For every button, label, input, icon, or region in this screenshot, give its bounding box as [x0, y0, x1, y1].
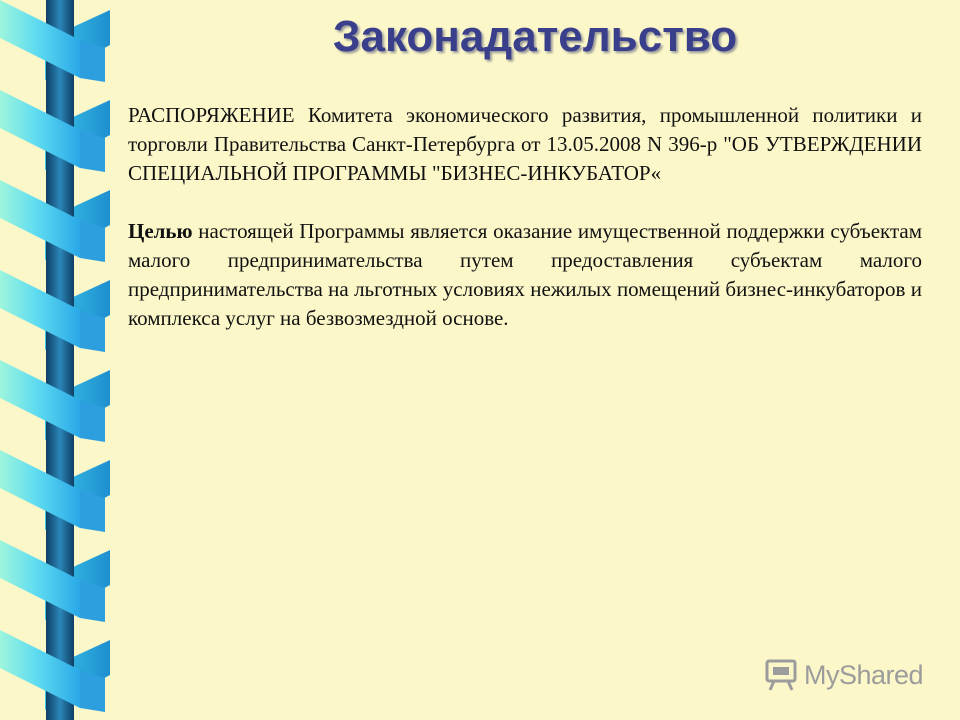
slide-title: Законадательство: [332, 12, 738, 61]
order-paragraph: РАСПОРЯЖЕНИЕ Комитета экономического развития, промышленной политики и торговли Правительства Санкт-Петербурга от 13.05.2008 N 396-р "ОБ УТВЕРЖДЕНИИ СПЕЦИАЛЬНОЙ ПРОГРАММЫ "БИЗНЕС-ИНКУБАТОР«: [128, 103, 922, 185]
decorative-ribbon-border: [0, 0, 110, 720]
slide-body: [128, 101, 922, 333]
projector-icon: [764, 658, 798, 692]
goal-label: Целью: [128, 219, 193, 243]
myshared-watermark: [764, 655, 934, 695]
goal-paragraph: [128, 217, 922, 333]
goal-text: настоящей Программы является оказание имущественной поддержки субъектам малого предпринимательства путем предоставления субъектам малого предпринимательства на льготных условиях нежилых помещений бизнес-инкубаторов и комплекса услуг на безвозмездной основе.: [128, 219, 922, 330]
watermark-text: MyShared: [804, 659, 924, 690]
